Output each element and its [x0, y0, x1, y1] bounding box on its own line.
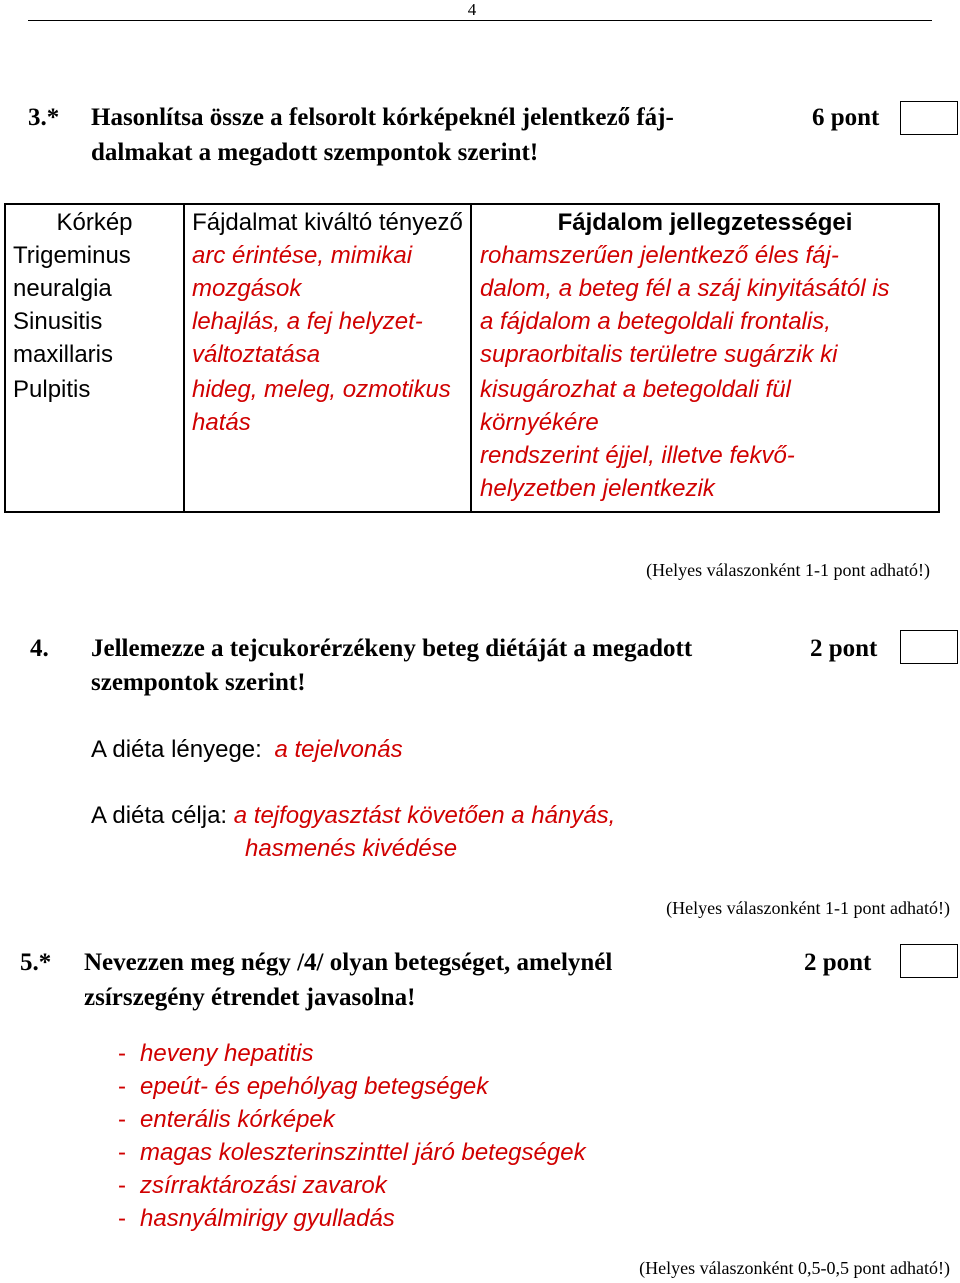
page-number: 4 — [467, 0, 477, 19]
list-item — [118, 1037, 313, 1070]
q4-essence-label: A diéta lényege: — [91, 736, 262, 763]
q3-score-box[interactable] — [900, 101, 958, 135]
q4-title-line1: Jellemezze a tejcukorérzékeny beteg diétáját a megadott — [91, 635, 693, 662]
disease-name: Sinusitis — [13, 308, 103, 335]
disease-name: Pulpitis — [13, 376, 91, 403]
trigger-answer: lehajlás, a fej helyzet- — [192, 308, 423, 335]
disease-name: maxillaris — [13, 341, 114, 368]
q4-essence-row — [91, 733, 403, 766]
list-dash: - — [118, 1139, 126, 1166]
list-item-text: epeút- és epehólyag betegségek — [140, 1073, 489, 1100]
q3-comparison-table — [4, 203, 940, 513]
table-row — [5, 305, 939, 371]
q4-goal-answer-line1: a tejfogyasztást követően a hányás, — [233, 802, 616, 829]
q5-scoring-note: (Helyes válaszonként 0,5-0,5 pont adható!) — [639, 1258, 950, 1278]
q3-points: 6 pont — [812, 104, 880, 131]
list-item — [118, 1202, 395, 1235]
header-korkep: Kórkép — [5, 204, 184, 239]
disease-name: Trigeminus — [13, 242, 131, 269]
list-dash: - — [118, 1040, 126, 1067]
q4-score-box[interactable] — [900, 630, 958, 664]
q5-title-line2: zsírszegény étrendet javasolna! — [84, 984, 416, 1011]
q3-scoring-note: (Helyes válaszonként 1-1 pont adható!) — [646, 560, 930, 580]
trigger-answer: mozgások — [192, 275, 302, 302]
character-answer: helyzetben jelentkezik — [480, 475, 715, 502]
table-row — [5, 371, 939, 512]
list-item-text: magas koleszterinszinttel járó betegségek — [140, 1139, 586, 1166]
list-item-text: enterális kórképek — [140, 1106, 335, 1133]
trigger-answer: arc érintése, mimikai — [192, 242, 413, 269]
character-answer: dalom, a beteg fél a száj kinyitásától is — [480, 275, 890, 302]
q4-scoring-note: (Helyes válaszonként 1-1 pont adható!) — [666, 898, 950, 918]
q3-number: 3.* — [28, 104, 60, 131]
character-answer: kisugározhat a betegoldali fül — [480, 376, 791, 403]
q3-title-line1: Hasonlítsa össze a felsorolt kórképeknél jelentkező fáj- — [91, 104, 674, 131]
q4-goal-answer-line2: hasmenés kivédése — [245, 835, 458, 862]
trigger-answer: hideg, meleg, ozmotikus — [192, 376, 451, 403]
header-trigger: Fájdalmat kiváltó tényező — [184, 204, 471, 239]
q4-goal-label: A diéta célja: — [91, 802, 228, 829]
q4-essence-answer: a tejelvonás — [274, 736, 403, 763]
disease-name: neuralgia — [13, 275, 112, 302]
q4-number: 4. — [30, 635, 49, 662]
character-answer: supraorbitalis területre sugárzik ki — [480, 341, 838, 368]
list-item — [118, 1070, 488, 1103]
q5-points: 2 pont — [804, 949, 872, 976]
header-rule — [28, 20, 932, 21]
header-character: Fájdalom jellegzetességei — [471, 204, 939, 239]
q5-score-box[interactable] — [900, 944, 958, 978]
list-item — [118, 1136, 586, 1169]
q4-goal-row — [91, 799, 615, 832]
q5-number: 5.* — [20, 949, 52, 976]
list-item — [118, 1169, 387, 1202]
character-answer: rendszerint éjjel, illetve fekvő- — [480, 442, 795, 469]
q4-title-line2: szempontok szerint! — [91, 669, 306, 696]
list-dash: - — [118, 1106, 126, 1133]
character-answer: a fájdalom a betegoldali frontalis, — [480, 308, 831, 335]
list-dash: - — [118, 1205, 126, 1232]
list-dash: - — [118, 1172, 126, 1199]
character-answer: környékére — [480, 409, 599, 436]
q5-title-line1: Nevezzen meg négy /4/ olyan betegséget, amelynél — [84, 949, 613, 976]
character-answer: rohamszerűen jelentkező éles fáj- — [480, 242, 839, 269]
list-item-text: zsírraktározási zavarok — [140, 1172, 387, 1199]
trigger-answer: hatás — [192, 409, 251, 436]
list-item-text: heveny hepatitis — [140, 1040, 314, 1067]
q3-title-line2: dalmakat a megadott szempontok szerint! — [91, 139, 539, 166]
list-item — [118, 1103, 335, 1136]
q4-points: 2 pont — [810, 635, 878, 662]
trigger-answer: változtatása — [192, 341, 321, 368]
list-item-text: hasnyálmirigy gyulladás — [140, 1205, 395, 1232]
list-dash: - — [118, 1073, 126, 1100]
table-row — [5, 239, 939, 305]
table-header-row — [5, 204, 939, 239]
